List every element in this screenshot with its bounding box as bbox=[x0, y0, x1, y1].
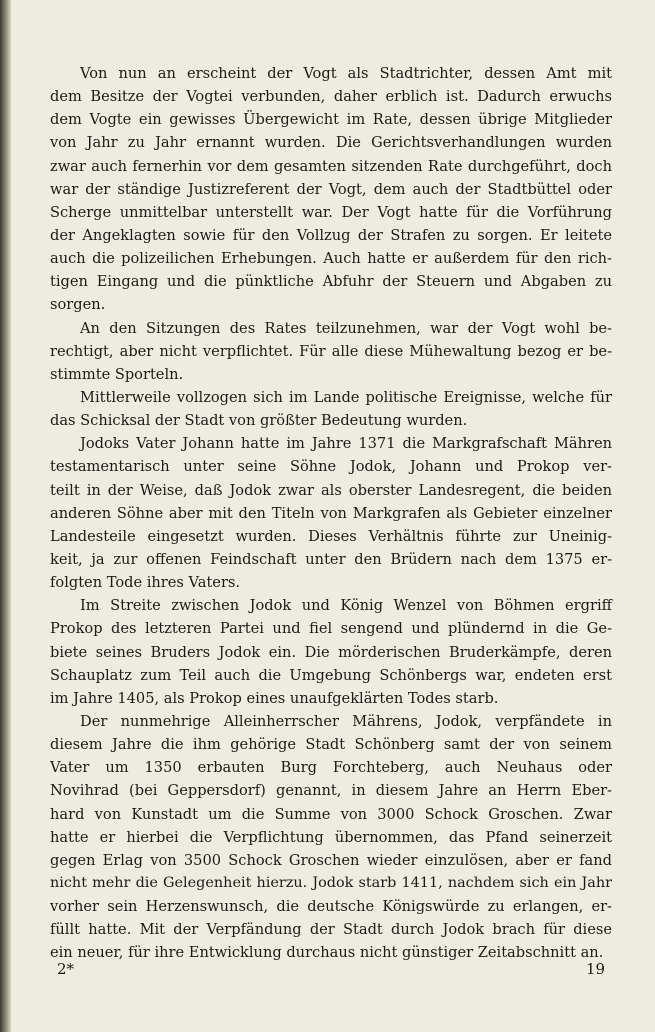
text-line: vorher sein Herzenswunsch, die deutsche Königswürde zu erlangen, er- bbox=[50, 898, 612, 916]
text-line: dem Besitze der Vogtei verbunden, daher erblich ist. Dadurch erwuchs bbox=[50, 88, 612, 106]
text-line: An den Sitzungen des Rates teilzunehmen, war der Vogt wohl be- bbox=[80, 319, 612, 337]
text-line: von Jahr zu Jahr ernannt wurden. Die Gerichtsverhandlungen wurden bbox=[50, 134, 612, 152]
text-line: hatte er hierbei die Verpflichtung übernommen, das Pfand seinerzeit bbox=[50, 828, 612, 846]
text-line: sorgen. bbox=[50, 296, 106, 314]
text-line: Jodoks Vater Johann hatte im Jahre 1371 die Markgrafschaft Mähren bbox=[80, 435, 612, 453]
text-line: Von nun an erscheint der Vogt als Stadtrichter, dessen Amt mit bbox=[80, 65, 612, 82]
text-line: zwar auch fernerhin vor dem gesamten sitzenden Rate durchgeführt, doch bbox=[50, 157, 612, 175]
text-line: auch die polizeilichen Erhebungen. Auch hatte er außerdem für den rich- bbox=[50, 250, 612, 268]
text-line: tigen Eingang und die pünktliche Abfuhr der Steuern und Abgaben zu bbox=[50, 273, 612, 291]
body-text bbox=[50, 62, 612, 964]
text-line: biete seines Bruders Jodok ein. Die mörderischen Bruderkämpfe, deren bbox=[50, 643, 612, 661]
text-line: war der ständige Justizreferent der Vogt, dem auch der Stadtbüttel oder bbox=[50, 180, 612, 198]
text-line: hard von Kunstadt um die Summe von 3000 Schock Groschen. Zwar bbox=[50, 805, 612, 823]
page-number: 19 bbox=[586, 960, 606, 978]
page-binding-edge bbox=[0, 0, 11, 1032]
text-line: Mittlerweile vollzogen sich im Lande politische Ereignisse, welche für bbox=[80, 388, 612, 406]
signature-mark: 2* bbox=[57, 960, 75, 978]
text-line: nicht mehr die Gelegenheit hierzu. Jodok starb 1411, nachdem sich ein Jahr bbox=[50, 874, 612, 891]
text-line: testamentarisch unter seine Söhne Jodok, Johann und Prokop ver- bbox=[50, 458, 612, 476]
text-line: folgten Tode ihres Vaters. bbox=[50, 574, 241, 592]
text-line: Novihrad (bei Geppersdorf) genannt, in diesem Jahre an Herrn Eber- bbox=[50, 782, 612, 800]
text-line: das Schicksal der Stadt von größter Bedeutung wurden. bbox=[50, 412, 468, 430]
text-line: Im Streite zwischen Jodok und König Wenzel von Böhmen ergriff bbox=[80, 597, 612, 615]
text-line: dem Vogte ein gewisses Übergewicht im Rate, dessen übrige Mitglieder bbox=[50, 111, 612, 129]
text-line: diesem Jahre die ihm gehörige Stadt Schönberg samt der von seinem bbox=[50, 736, 612, 754]
text-line: im Jahre 1405, als Prokop eines unaufgeklärten Todes starb. bbox=[50, 689, 499, 707]
text-line: Prokop des letzteren Partei und fiel sengend und plündernd in die Ge- bbox=[50, 620, 612, 638]
text-line: rechtigt, aber nicht verpflichtet. Für alle diese Mühewaltung bezog er be- bbox=[50, 342, 612, 360]
text-line: teilt in der Weise, daß Jodok zwar als oberster Landesregent, die beiden bbox=[50, 481, 612, 499]
text-line: ein neuer, für ihre Entwicklung durchaus nicht günstiger Zeitabschnitt an. bbox=[50, 944, 604, 962]
text-line: keit, ja zur offenen Feindschaft unter den Brüdern nach dem 1375 er- bbox=[50, 550, 612, 568]
text-line: Der nunmehrige Alleinherrscher Mährens, Jodok, verpfändete in bbox=[80, 712, 612, 730]
text-line: Vater um 1350 erbauten Burg Forchteberg, auch Neuhaus oder bbox=[50, 759, 612, 777]
text-line: anderen Söhne aber mit den Titeln von Markgrafen als Gebieter einzelner bbox=[50, 504, 612, 522]
text-line: der Angeklagten sowie für den Vollzug der Strafen zu sorgen. Er leitete bbox=[50, 226, 612, 244]
text-line: Scherge unmittelbar unterstellt war. Der Vogt hatte für die Vorführung bbox=[50, 203, 612, 221]
text-line: Landesteile eingesetzt wurden. Dieses Verhältnis führte zur Uneinig- bbox=[50, 527, 612, 545]
text-line: gegen Erlag von 3500 Schock Groschen wieder einzulösen, aber er fand bbox=[50, 851, 612, 869]
text-line: füllt hatte. Mit der Verpfändung der Stadt durch Jodok brach für diese bbox=[50, 921, 612, 939]
text-line: stimmte Sporteln. bbox=[50, 365, 184, 383]
text-line: Schauplatz zum Teil auch die Umgebung Schönbergs war, endeten erst bbox=[50, 666, 612, 684]
